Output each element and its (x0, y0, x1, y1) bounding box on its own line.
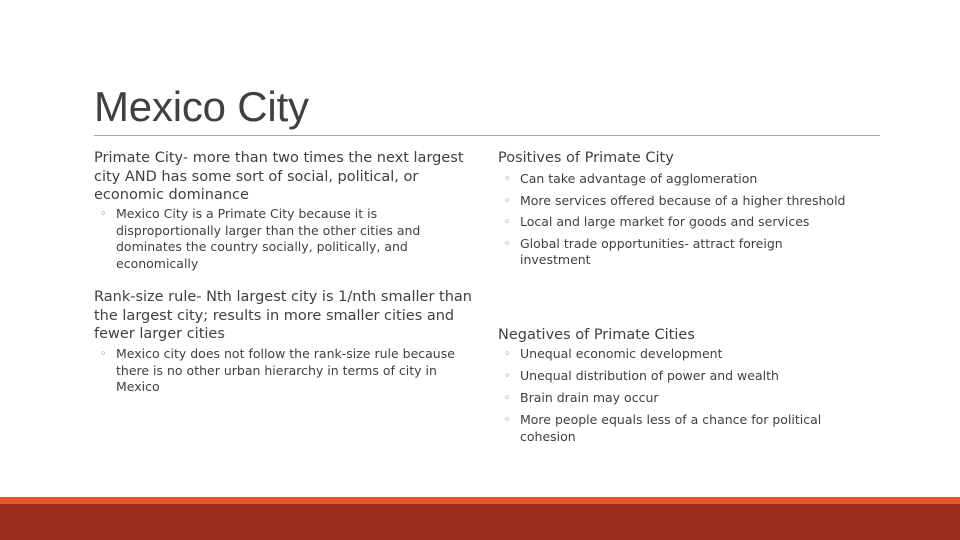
bullet-icon: ◦ (504, 193, 511, 207)
primate-city-bullets (94, 206, 464, 272)
bullet-icon: ◦ (504, 413, 511, 426)
slide-title: Mexico City (94, 83, 309, 130)
bullet-icon: ◦ (504, 391, 511, 404)
list-item-text: Can take advantage of agglomeration (520, 171, 758, 186)
bullet-icon: ◦ (504, 369, 511, 382)
list-item-text: Brain drain may occur (520, 390, 659, 405)
list-item (498, 193, 848, 210)
rank-size-bullets (94, 346, 474, 396)
list-item-text: Mexico city does not follow the rank-size rule because there is no other urban hierarchy in terms of city in Mexico (116, 346, 455, 394)
list-item (498, 236, 848, 269)
list-item-text: More people equals less of a chance for political cohesion (520, 412, 822, 444)
positives-list (498, 171, 848, 274)
list-item-text: Global trade opportunities- attract foreign investment (520, 235, 783, 267)
primate-city-definition: Primate City- more than two times the next largest city AND has some sort of social, political, or economic dominance (94, 150, 464, 203)
list-item-text: Local and large market for goods and services (520, 214, 810, 229)
list-item-text: More services offered because of a higher threshold (520, 192, 846, 208)
bullet-icon: ◦ (504, 215, 511, 228)
bullet-icon: ◦ (100, 207, 107, 220)
bullet-icon: ◦ (504, 172, 511, 185)
list-item (498, 412, 868, 445)
list-item (498, 390, 868, 407)
list-item (498, 171, 848, 188)
footer-band (0, 504, 960, 540)
list-item (498, 214, 848, 231)
list-item-text: Unequal distribution of power and wealth (520, 368, 779, 383)
title-divider (94, 135, 880, 136)
list-item-text: Mexico City is a Primate City because it is disproportionally larger than the other cities and dominates the country socially, politically, and economically (116, 206, 421, 271)
bullet-icon: ◦ (100, 347, 107, 360)
positives-heading: Positives of Primate City (498, 150, 674, 166)
list-item (94, 346, 474, 396)
bullet-icon: ◦ (504, 347, 511, 360)
list-item (498, 368, 868, 385)
negatives-list (498, 346, 868, 451)
bullet-icon: ◦ (504, 236, 511, 250)
negatives-heading: Negatives of Primate Cities (498, 327, 695, 343)
rank-size-rule-definition: Rank-size rule- Nth largest city is 1/nth smaller than the largest city; results in more smaller cities and fewer larger cities (94, 289, 472, 342)
list-item-text: Unequal economic development (520, 346, 723, 361)
footer-accent-band (0, 497, 960, 504)
list-item (94, 206, 464, 272)
list-item (498, 346, 868, 363)
